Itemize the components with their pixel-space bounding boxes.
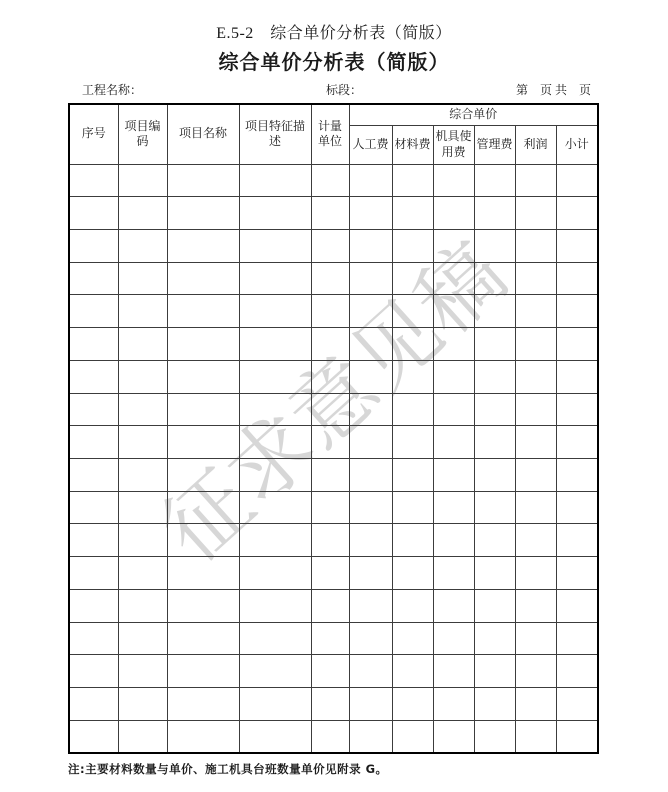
table-row [69,458,598,491]
table-cell [392,458,433,491]
table-cell [515,164,556,197]
table-cell [474,524,515,557]
table-cell [474,557,515,590]
table-cell [239,622,311,655]
table-body [69,164,598,753]
table-cell [433,197,474,230]
table-cell [167,328,239,361]
table-cell [349,524,392,557]
table-cell [474,458,515,491]
table-cell [556,426,598,459]
header-row-group [69,104,598,125]
table-cell [118,688,167,721]
table-cell [433,458,474,491]
table-cell [349,655,392,688]
table-cell [118,328,167,361]
table-row [69,557,598,590]
table-cell [515,622,556,655]
col-header-feature-desc: 项目特征描述 [239,104,311,164]
table-cell [392,229,433,262]
table-cell [69,622,118,655]
table-cell [69,262,118,295]
table-cell [392,720,433,753]
col-header-unit: 计量单位 [311,104,349,164]
table-cell [239,688,311,721]
table-cell [349,589,392,622]
table-cell [167,229,239,262]
table-cell [167,524,239,557]
table-cell [239,589,311,622]
table-cell [167,589,239,622]
table-cell [474,229,515,262]
table-cell [474,426,515,459]
table-cell [515,557,556,590]
table-row [69,589,598,622]
col-header-item-code: 项目编码 [118,104,167,164]
form-code-label: E.5-2 综合单价分析表（简版） [216,25,452,42]
table-cell [515,589,556,622]
table-cell [69,197,118,230]
table-cell [239,295,311,328]
table-cell [239,720,311,753]
table-cell [392,491,433,524]
table-cell [311,426,349,459]
table-cell [167,491,239,524]
sub-header-material-cost: 材料费 [392,125,433,164]
table-cell [515,328,556,361]
table-cell [433,393,474,426]
table-cell [433,655,474,688]
table-cell [311,655,349,688]
table-cell [349,557,392,590]
table-cell [474,164,515,197]
table-cell [474,328,515,361]
unit-price-analysis-table [68,103,599,754]
table-row [69,262,598,295]
table-cell [311,557,349,590]
table-cell [349,262,392,295]
table-cell [349,720,392,753]
table-cell [311,458,349,491]
table-cell [69,688,118,721]
table-cell [118,720,167,753]
col-header-item-name: 项目名称 [167,104,239,164]
table-cell [311,688,349,721]
table-cell [515,360,556,393]
table-cell [474,720,515,753]
table-cell [474,491,515,524]
table-cell [167,688,239,721]
table-cell [167,655,239,688]
table-cell [556,720,598,753]
table-cell [392,622,433,655]
table-cell [69,164,118,197]
table-cell [239,262,311,295]
table-cell [239,197,311,230]
table-cell [69,720,118,753]
meta-row [68,81,597,98]
table-cell [433,491,474,524]
table-cell [311,262,349,295]
sub-header-management-fee: 管理费 [474,125,515,164]
table-cell [69,491,118,524]
table-row [69,426,598,459]
table-cell [433,524,474,557]
table-cell [239,164,311,197]
table-cell [69,360,118,393]
table-cell [311,164,349,197]
table-cell [349,164,392,197]
table-cell [349,328,392,361]
page-counter: 第 页 共 页 [515,83,591,97]
table-cell [556,524,598,557]
table-cell [118,393,167,426]
table-cell [392,557,433,590]
table-cell [556,262,598,295]
table-cell [392,589,433,622]
table-cell [515,295,556,328]
table-cell [118,622,167,655]
table-cell [433,360,474,393]
table-cell [69,426,118,459]
table-cell [515,491,556,524]
table-cell [69,524,118,557]
table-cell [239,328,311,361]
table-cell [118,197,167,230]
table-cell [556,688,598,721]
table-cell [349,491,392,524]
table-cell [311,393,349,426]
table-cell [69,557,118,590]
sub-header-machinery-cost: 机具使用费 [433,125,474,164]
table-row [69,655,598,688]
table-cell [392,360,433,393]
table-cell [69,295,118,328]
table-cell [474,655,515,688]
sub-header-profit: 利润 [515,125,556,164]
table-cell [515,197,556,230]
group-header-composite-unit-price: 综合单价 [349,104,598,125]
table-cell [349,197,392,230]
table-cell [239,557,311,590]
table-cell [239,655,311,688]
table-cell [311,589,349,622]
table-cell [433,589,474,622]
table-cell [556,164,598,197]
table-cell [349,688,392,721]
table-cell [167,720,239,753]
table-row [69,360,598,393]
table-cell [515,262,556,295]
table-cell [556,655,598,688]
table-cell [69,589,118,622]
table-cell [392,655,433,688]
table-cell [311,197,349,230]
bid-section-label: 标段： [326,83,363,97]
table-cell [167,393,239,426]
table-cell [556,229,598,262]
table-cell [118,491,167,524]
table-cell [433,426,474,459]
table-cell [118,655,167,688]
table-cell [515,229,556,262]
table-cell [167,164,239,197]
table-cell [167,622,239,655]
table-cell [167,360,239,393]
table-cell [118,262,167,295]
table-cell [556,328,598,361]
table-cell [433,164,474,197]
table-row [69,164,598,197]
table-cell [392,393,433,426]
table-cell [433,262,474,295]
table-cell [515,426,556,459]
table-cell [392,688,433,721]
table-cell [69,458,118,491]
table-cell [118,524,167,557]
table-cell [433,720,474,753]
table-cell [515,458,556,491]
table-cell [167,557,239,590]
table-cell [392,426,433,459]
table-cell [349,393,392,426]
table-cell [556,557,598,590]
table-cell [474,688,515,721]
table-cell [515,720,556,753]
project-name-label: 工程名称： [82,83,143,97]
table-cell [349,458,392,491]
col-header-seq-no: 序号 [69,104,118,164]
table-cell [392,197,433,230]
table-cell [392,295,433,328]
table-cell [556,197,598,230]
table-cell [167,197,239,230]
draft-watermark: 征求意见稿 [146,226,525,580]
table-cell [311,622,349,655]
table-cell [118,589,167,622]
table-cell [69,229,118,262]
table-cell [474,295,515,328]
table-header [69,104,598,164]
table-row [69,197,598,230]
table-cell [239,458,311,491]
table-cell [392,164,433,197]
table-cell [392,262,433,295]
table-cell [311,328,349,361]
table-cell [118,164,167,197]
table-cell [349,295,392,328]
table-cell [474,622,515,655]
table-cell [349,622,392,655]
table-cell [311,720,349,753]
table-cell [311,524,349,557]
sub-header-subtotal: 小计 [556,125,598,164]
table-cell [69,393,118,426]
table-cell [69,328,118,361]
table-cell [118,360,167,393]
table-cell [118,229,167,262]
table-cell [167,458,239,491]
table-cell [311,360,349,393]
table-row [69,328,598,361]
sub-header-labor-cost: 人工费 [349,125,392,164]
table-cell [118,426,167,459]
table-row [69,720,598,753]
table-cell [556,589,598,622]
table-cell [349,426,392,459]
table-cell [474,589,515,622]
table-cell [433,622,474,655]
table-cell [118,295,167,328]
table-cell [239,491,311,524]
table-cell [239,360,311,393]
table-cell [118,458,167,491]
table-cell [515,655,556,688]
table-cell [69,655,118,688]
table-row [69,229,598,262]
table-cell [515,688,556,721]
table-cell [311,491,349,524]
table-cell [433,328,474,361]
table-row [69,491,598,524]
table-cell [474,262,515,295]
table-cell [433,229,474,262]
table-row [69,688,598,721]
table-cell [118,557,167,590]
table-cell [167,426,239,459]
table-cell [474,360,515,393]
table-cell [433,688,474,721]
table-row [69,295,598,328]
table-cell [515,393,556,426]
table-cell [349,229,392,262]
table-cell [556,458,598,491]
table-row [69,393,598,426]
table-cell [167,262,239,295]
table-cell [349,360,392,393]
table-cell [474,393,515,426]
table-cell [239,229,311,262]
table-row [69,524,598,557]
table-cell [433,557,474,590]
table-cell [239,393,311,426]
table-cell [311,295,349,328]
table-cell [311,229,349,262]
table-row [69,622,598,655]
footnote: 注:主要材料数量与单价、施工机具台班数量单价见附录 G。 [68,762,388,776]
table-cell [433,295,474,328]
table-cell [239,426,311,459]
table-cell [556,393,598,426]
table-cell [392,328,433,361]
table-cell [474,197,515,230]
table-cell [239,524,311,557]
table-cell [556,491,598,524]
table-cell [556,295,598,328]
table-cell [515,524,556,557]
table-cell [556,360,598,393]
page-title: 综合单价分析表（简版） [218,50,450,74]
table-cell [392,524,433,557]
table-cell [556,622,598,655]
table-cell [167,295,239,328]
